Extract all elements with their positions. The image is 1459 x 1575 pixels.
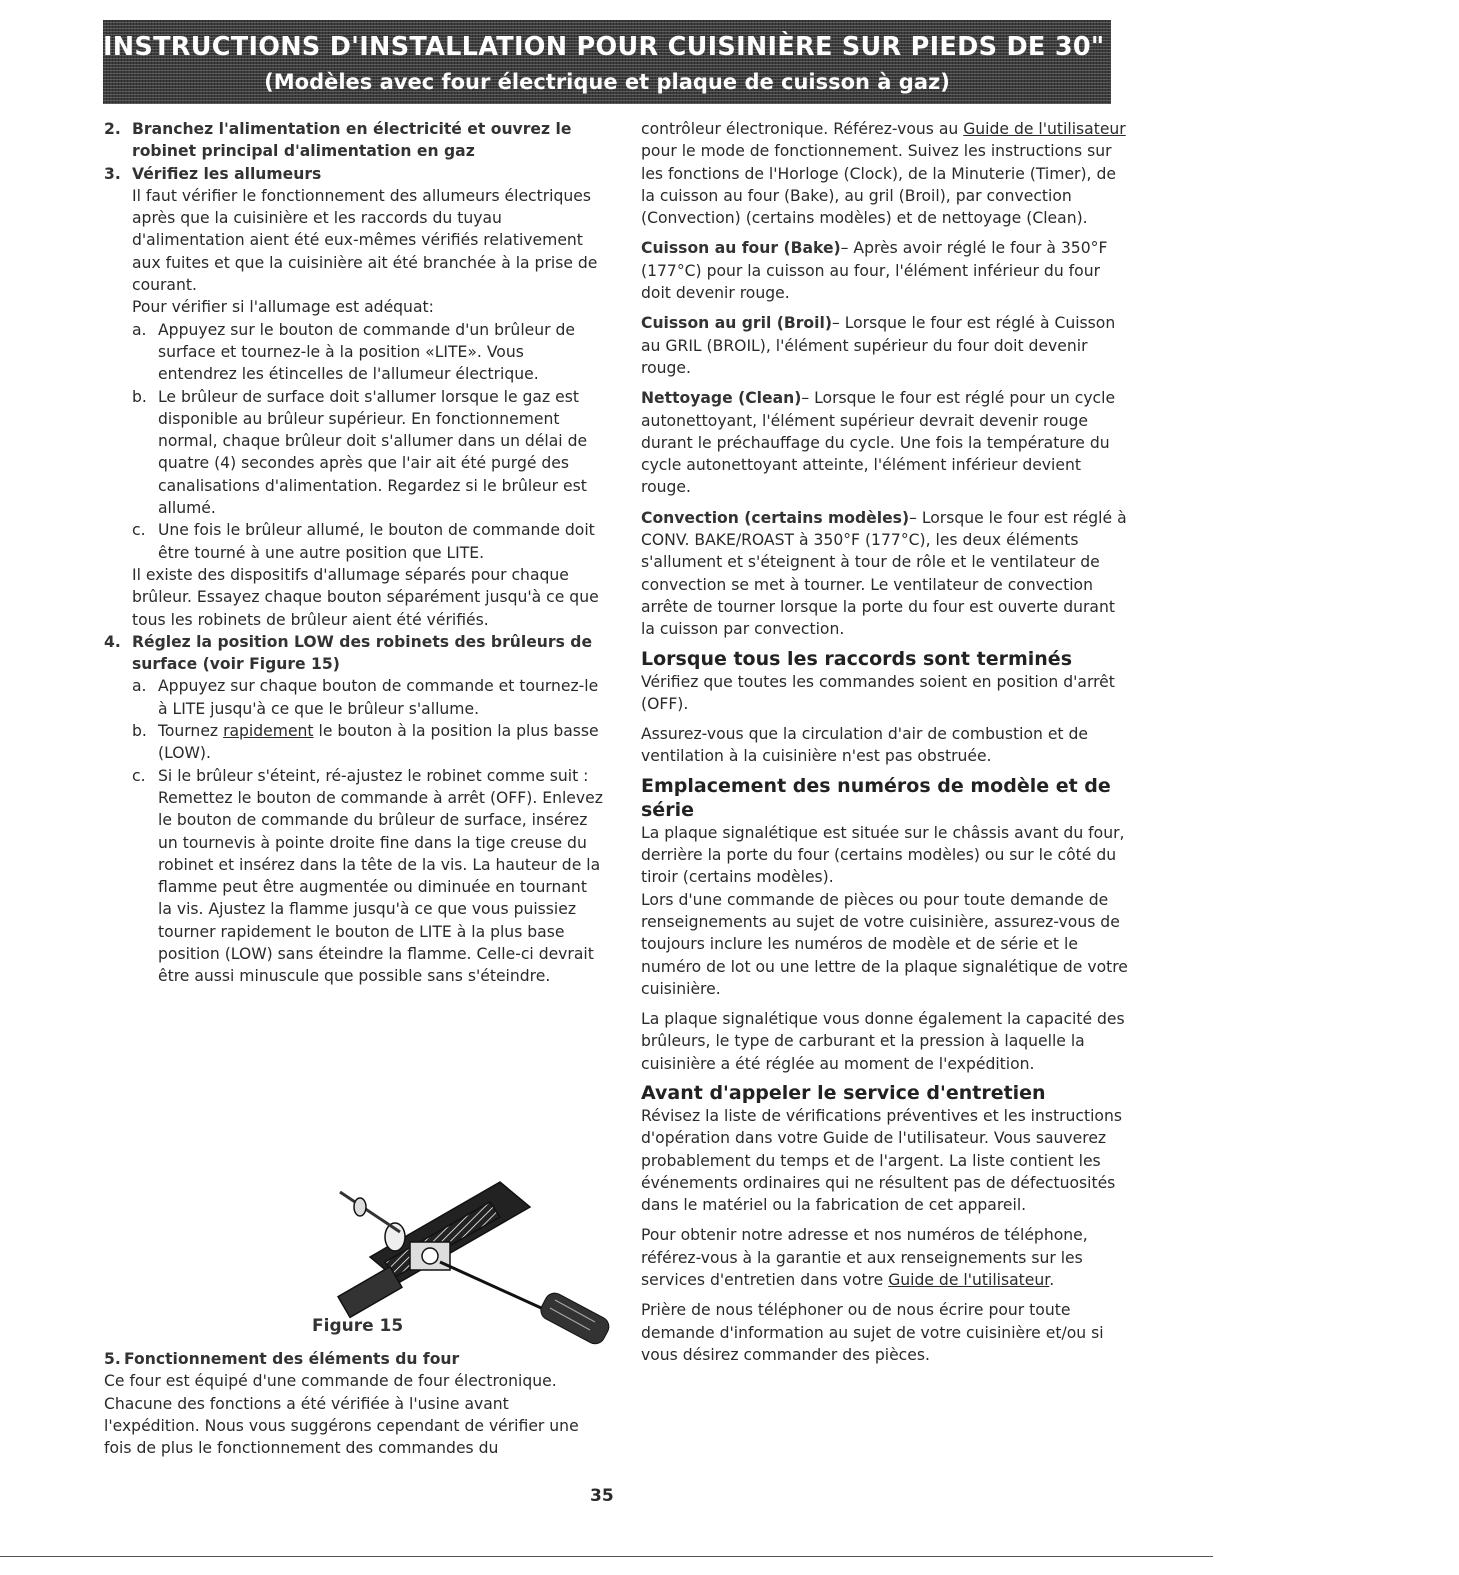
banner-title: INSTRUCTIONS D'INSTALLATION POUR CUISINIÈRE SUR PIEDS DE 30" À ALIMENTATION MIXTE [103, 32, 1459, 62]
paragraph: Révisez la liste de vérifications préventives et les instructions d'opération dans votre Guide de l'utilisateur. Vous sauverez probablement du temps et de l'argent. La liste contient les événements ordinaires qui ne résultent pas de défectuosités dans le matériel ou la fabrication de cet appareil. [641, 1106, 1122, 1215]
bake-lead: Cuisson au four (Bake) [641, 239, 841, 258]
broil-paragraph [641, 312, 1131, 379]
paragraph: Il faut vérifier le fonctionnement des allumeurs électriques après que la cuisinière et les raccords du tuyau d'alimentation aient été eux-mêmes vérifiés relativement aux fuites et que la cuisinière ait été branchée à la prise de courant. [132, 186, 598, 295]
convection-lead: Convection (certains modèles) [641, 508, 910, 527]
underlined-word: rapidement [223, 722, 314, 741]
list-item [104, 319, 604, 386]
paragraph: Pour vérifier si l'allumage est adéquat: [132, 298, 434, 317]
list-text: Si le brûleur s'éteint, ré-ajustez le robinet comme suit : Remettez le bouton de commande à arrêt (OFF). Enlevez le bouton de commande du brûleur de surface, insérez un tournevis à pointe droite fine dans la tige creuse du robinet et insérez dans la tête de la vis. La hauteur de la flamme peut être augmentée ou diminuée en tournant la vis. Ajustez la flamme jusqu'à ce que vous puissiez tourner rapidement le bouton de LITE à la plus base position (LOW) sans éteindre la flamme. Celle-ci devrait être aussi minuscule que possible sans s'éteindre. [158, 766, 603, 986]
list-letter: b. [132, 387, 147, 406]
banner-subtitle: (Modèles avec four électrique et plaque de cuisson à gaz) [264, 70, 950, 94]
list-letter: b. [132, 722, 147, 741]
step-number: 4. [104, 632, 121, 651]
paragraph [641, 1224, 1131, 1291]
page-number: 35 [590, 1486, 614, 1506]
step-number: 3. [104, 164, 121, 183]
right-column [641, 118, 1131, 1366]
text-run: – Après avoir réglé le four à 350°F (177°C) pour la cuisson au four, l'élément inférieur du four doit devenir rouge. [641, 239, 1108, 303]
section-heading: Emplacement des numéros de modèle et de série [641, 774, 1111, 821]
paragraph: Il existe des dispositifs d'allumage séparés pour chaque brûleur. Essayez chaque bouton séparément jusqu'à ce que tous les robinets de brûleur aient été vérifiés. [132, 565, 599, 629]
paragraph: La plaque signalétique vous donne également la capacité des brûleurs, le type de carburant et la pression à laquelle la cuisinière a été réglée au moment de l'expédition. [641, 1010, 1125, 1073]
list-item [104, 720, 604, 765]
list-text: Appuyez sur chaque bouton de commande et tournez-le à LITE jusqu'à ce que le brûleur s'allume. [158, 677, 599, 718]
paragraph: Vérifiez que toutes les commandes soient en position d'arrêt (OFF). [641, 672, 1115, 713]
convection-paragraph [641, 507, 1131, 641]
step-title: Vérifiez les allumeurs [132, 164, 322, 183]
list-letter: a. [132, 677, 147, 696]
paragraph: Assurez-vous que la circulation d'air de combustion et de ventilation à la cuisinière n'est pas obstruée. [641, 725, 1088, 766]
list-item [104, 675, 604, 720]
text-run: pour le mode de fonctionnement. Suivez les instructions sur les fonctions de l'Horloge (Clock), de la Minuterie (Timer), de la cuisson au four (Bake), au gril (Broil), par convection (Convection) (certains modèles) et de nettoyage (Clean). [641, 142, 1116, 228]
guide-link-text: Guide de l'utilisateur [888, 1271, 1050, 1290]
list-text [158, 720, 604, 765]
clean-paragraph [641, 387, 1131, 498]
bottom-rule [0, 1556, 1213, 1557]
list-letter: c. [132, 521, 146, 540]
step-title: Fonctionnement des éléments du four [124, 1350, 460, 1368]
list-item [104, 386, 604, 520]
step-number: 5. [104, 1350, 121, 1368]
screwdriver [440, 1262, 612, 1347]
broil-lead: Cuisson au gril (Broil) [641, 314, 832, 333]
header-banner [103, 20, 1459, 104]
text-run: . [1049, 1271, 1055, 1290]
left-column-bottom [104, 1348, 604, 1459]
list-letter: c. [132, 766, 146, 785]
list-item [104, 765, 604, 988]
text-run: le bouton à la position la plus basse (LOW). [158, 722, 599, 763]
step-3 [104, 163, 604, 185]
step-5 [104, 1348, 604, 1370]
paragraph: La plaque signalétique est située sur le châssis avant du four, derrière la porte du four (certains modèles) ou sur le côté du tiroir (certains modèles). [641, 823, 1125, 887]
clean-lead: Nettoyage (Clean) [641, 389, 802, 408]
list-letter: a. [132, 320, 147, 339]
paragraph: Lors d'une commande de pièces ou pour toute demande de renseignements au sujet de votre cuisinière, assurez-vous de toujours inclure les numéros de modèle et de série et le numéro de lot ou une lettre de la plaque signalétique de votre cuisinière. [641, 890, 1128, 998]
paragraph: Ce four est équipé d'une commande de four électronique. Chacune des fonctions a été vérifiée à l'usine avant l'expédition. Nous vous suggérons cependant de vérifier une fois de plus le fonctionnement des commandes du [104, 1372, 579, 1458]
valve-body [338, 1182, 530, 1317]
list-item [104, 519, 604, 564]
list-text: Appuyez sur le bouton de commande d'un brûleur de surface et tournez-le à la position «LITE». Vous entendrez les étincelles de l'allumeur électrique. [158, 320, 575, 384]
text-run: contrôleur électronique. Référez-vous au [641, 120, 964, 138]
guide-link-text: Guide de l'utilisateur [963, 120, 1126, 138]
text-run: – Lorsque le four est réglé pour un cycle autonettoyant, l'élément supérieur devrait devenir rouge durant le préchauffage du cycle. Une fois la température du cycle autonettoyant atteinte, l'élément inférieur devient rouge. [641, 389, 1116, 497]
section-heading: Lorsque tous les raccords sont terminés [641, 647, 1072, 670]
text-run: Pour obtenir notre adresse et nos numéros de téléphone, référez-vous à la garantie et aux renseignements sur les services d'entretien dans votre [641, 1226, 1088, 1290]
step-2 [104, 118, 604, 163]
text-run: Tournez [158, 722, 224, 741]
list-text: Une fois le brûleur allumé, le bouton de commande doit être tourné à une autre position que LITE. [158, 521, 595, 562]
text-run: – Lorsque le four est réglé à Cuisson au GRIL (BROIL), l'élément supérieur du four doit devenir rouge. [641, 314, 1116, 377]
bake-paragraph [641, 237, 1131, 304]
list-text: Le brûleur de surface doit s'allumer lorsque le gaz est disponible au brûleur supérieur. En fonctionnement normal, chaque brûleur doit s'allumer dans un délai de quatre (4) secondes après que l'air ait été purgé des canalisations d'alimentation. Regardez si le brûleur est allumé. [158, 387, 588, 518]
left-column [104, 118, 604, 988]
text-run: – Lorsque le four est réglé à CONV. BAKE/ROAST à 350°F (177°C), les deux éléments s'allument et s'éteignent à tour de rôle et le ventilateur de convection se met à tourner. Le ventilateur de convection arrête de tourner lorsque la porte du four est ouverte durant la cuisson par convection. [641, 508, 1127, 639]
step-title: Réglez la position LOW des robinets des brûleurs de surface (voir Figure 15) [132, 632, 593, 674]
paragraph: Prière de nous téléphoner ou de nous écrire pour toute demande d'information au sujet de votre cuisinière et/ou si vous désirez commander des pièces. [641, 1301, 1104, 1364]
figure-caption: Figure 15 [312, 1316, 404, 1336]
step-number: 2. [104, 120, 121, 138]
step-4 [104, 631, 604, 676]
step-title: Branchez l'alimentation en électricité et ouvrez le robinet principal d'alimentation en gaz [132, 120, 572, 161]
paragraph [641, 118, 1131, 229]
section-heading: Avant d'appeler le service d'entretien [641, 1081, 1046, 1104]
